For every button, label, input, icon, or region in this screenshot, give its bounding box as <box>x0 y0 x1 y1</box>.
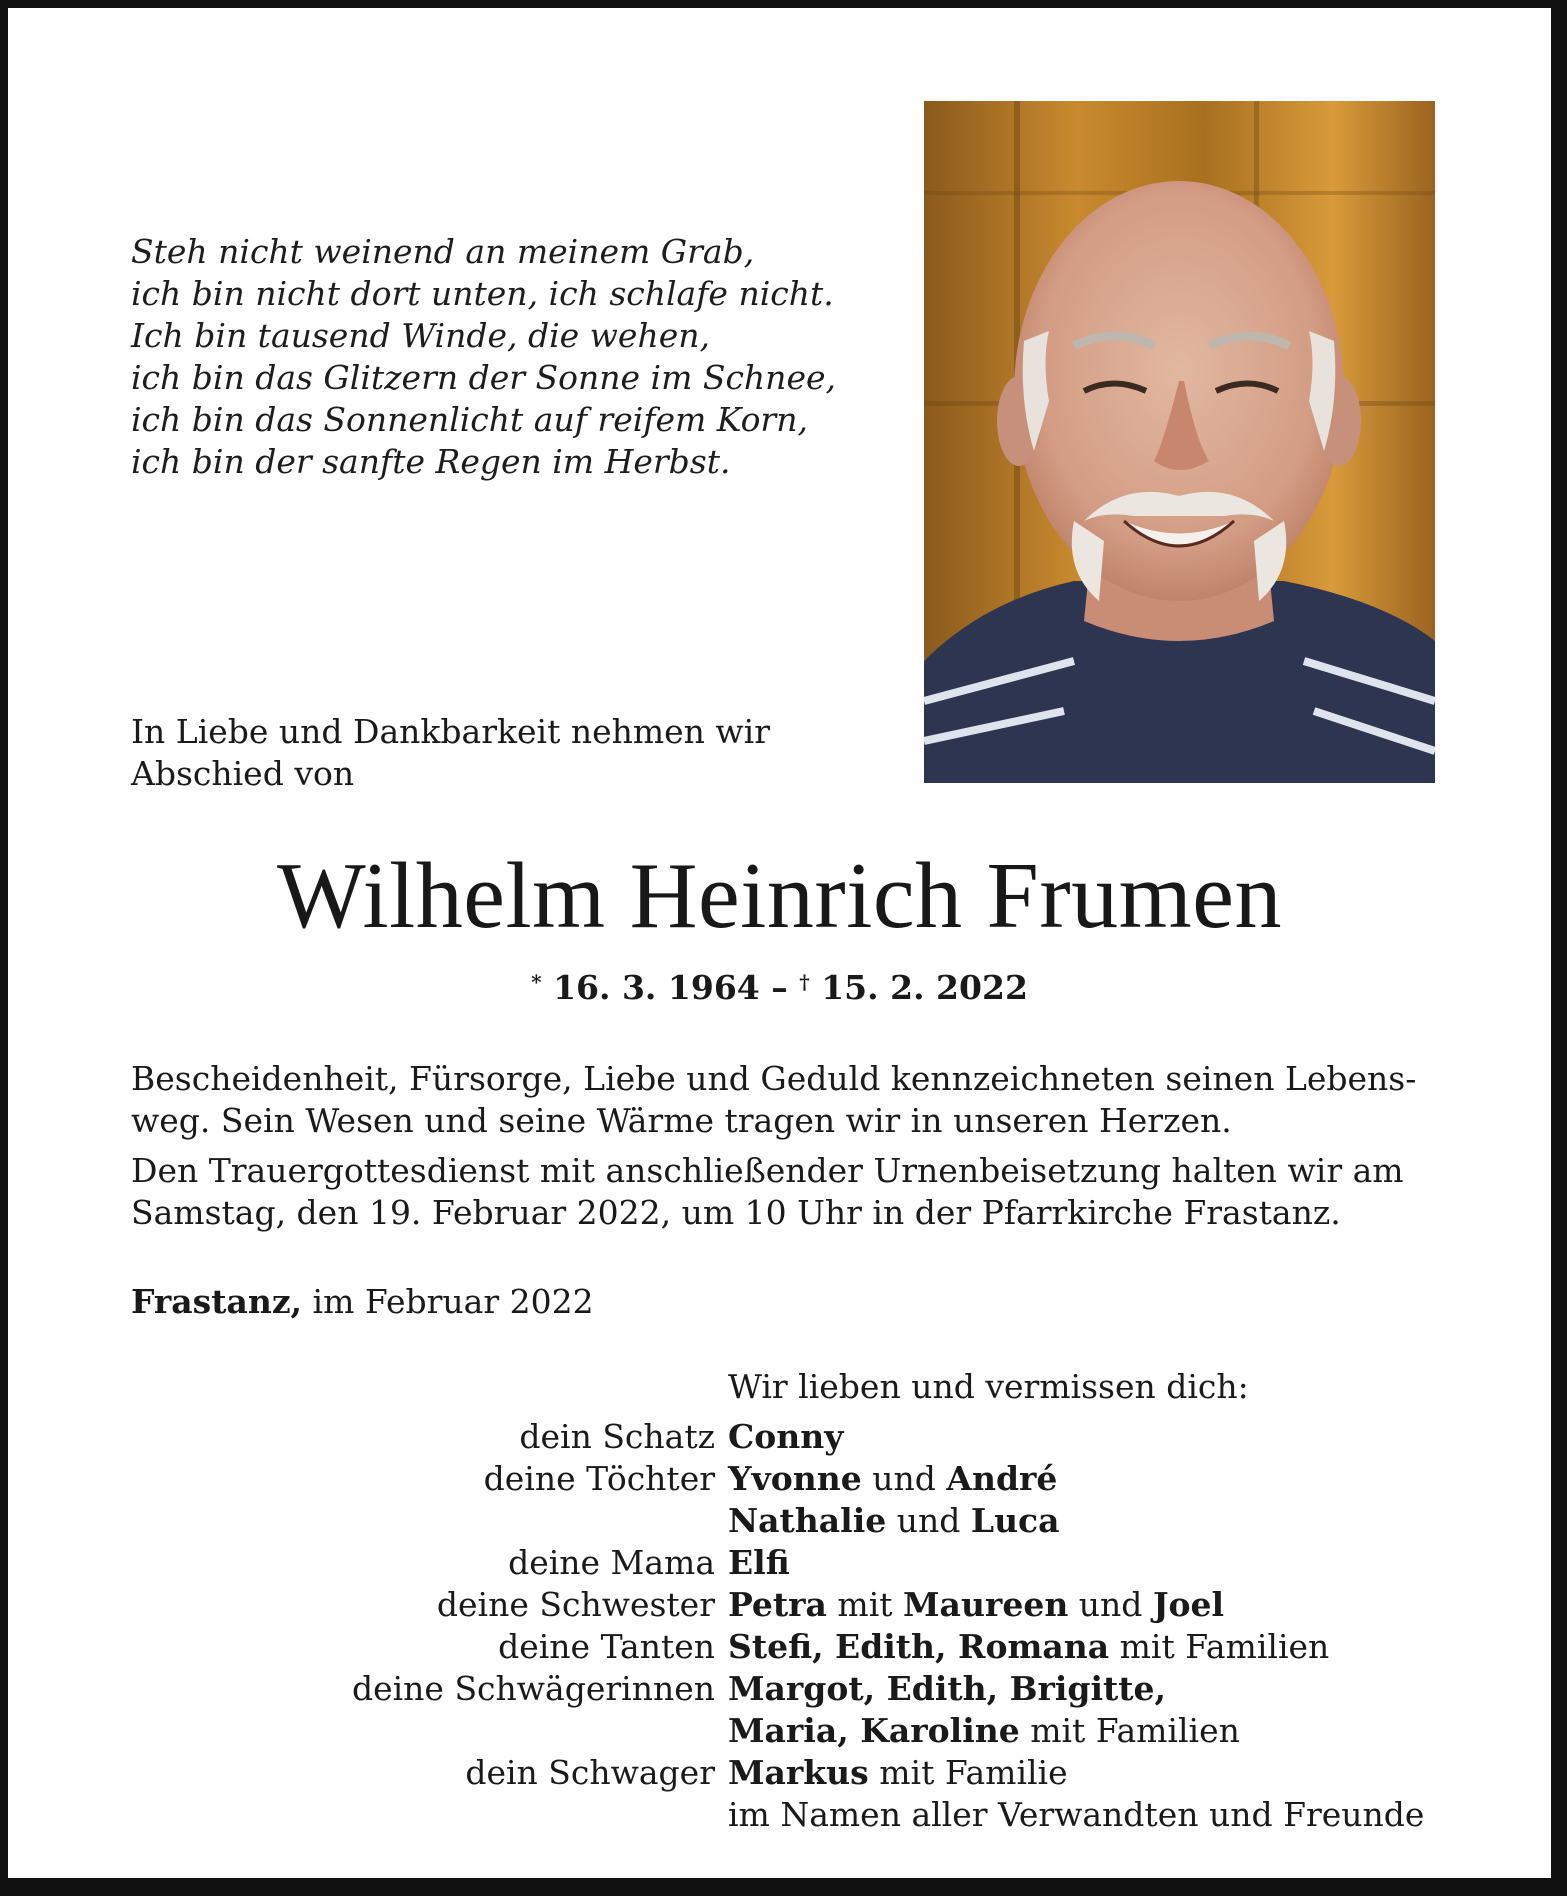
text-line: Den Trauergottesdienst mit anschließender Urnenbeisetzung halten wir am <box>131 1151 1404 1190</box>
family-row <box>8 1668 1567 1710</box>
portrait-photo <box>924 101 1435 783</box>
family-member-name: Joel <box>1152 1585 1225 1624</box>
family-names <box>728 1626 1329 1668</box>
place-town: Frastanz, <box>131 1282 303 1321</box>
family-names <box>728 1500 1060 1542</box>
family-row <box>8 1752 1567 1794</box>
body-text <box>131 1058 1461 1242</box>
family-names <box>728 1458 1057 1500</box>
birth-date: 16. 3. 1964 <box>553 968 760 1007</box>
family-names <box>728 1752 1068 1794</box>
family-connector: und <box>886 1501 971 1540</box>
family-member-name: André <box>946 1459 1058 1498</box>
family-row <box>8 1416 1567 1458</box>
intro-line: In Liebe und Dankbarkeit nehmen wir <box>131 712 771 751</box>
family-connector: und <box>1068 1585 1153 1624</box>
family-names <box>728 1584 1224 1626</box>
family-member-name: Luca <box>970 1501 1060 1540</box>
poem-line: Steh nicht weinend an meinem Grab, <box>131 232 755 271</box>
family-connector: mit Familien <box>1109 1627 1330 1666</box>
family-names <box>728 1542 790 1584</box>
family-row <box>8 1500 1567 1542</box>
family-relation: deine Töchter <box>483 1459 715 1498</box>
family-names <box>728 1668 1166 1710</box>
paragraph-service <box>131 1150 1461 1234</box>
family-row <box>8 1458 1567 1500</box>
poem-line: ich bin nicht dort unten, ich schlafe nicht. <box>131 274 834 313</box>
family-row <box>8 1794 1567 1836</box>
paragraph-tribute <box>131 1058 1461 1142</box>
family-names <box>728 1416 843 1458</box>
closing-line: Wir lieben und vermissen dich: <box>728 1367 1249 1406</box>
poem-line: Ich bin tausend Winde, die wehen, <box>131 316 710 355</box>
date-separator: – <box>771 968 788 1007</box>
family-row <box>8 1710 1567 1752</box>
family-row <box>8 1584 1567 1626</box>
family-relation: dein Schatz <box>519 1417 715 1456</box>
family-relation: deine Tanten <box>498 1627 715 1666</box>
died-symbol: † <box>799 970 810 994</box>
poem-line: ich bin der sanfte Regen im Herbst. <box>131 442 731 481</box>
deceased-name: Wilhelm Heinrich Frumen <box>277 844 1282 948</box>
family-member-name: Stefi, Edith, Romana <box>728 1627 1110 1666</box>
intro-line: Abschied von <box>131 754 355 793</box>
text-line: Samstag, den 19. Februar 2022, um 10 Uhr in der Pfarrkirche Frastanz. <box>131 1193 1341 1232</box>
family-member-name: Yvonne <box>728 1459 862 1498</box>
family-names <box>728 1794 1424 1836</box>
family-member-name: Elfi <box>728 1543 790 1582</box>
family-member-name: Nathalie <box>728 1501 887 1540</box>
family-member-name: Conny <box>728 1417 844 1456</box>
family-names <box>728 1710 1240 1752</box>
place-date <box>131 1281 594 1323</box>
death-date: 15. 2. 2022 <box>821 968 1028 1007</box>
intro-text <box>131 711 770 795</box>
poem-line: ich bin das Glitzern der Sonne im Schnee, <box>131 358 836 397</box>
family-relation: dein Schwager <box>465 1753 715 1792</box>
poem-line: ich bin das Sonnenlicht auf reifem Korn, <box>131 400 808 439</box>
life-dates <box>8 968 1551 1007</box>
family-connector: mit Familien <box>1019 1711 1240 1750</box>
family-connector: mit Familie <box>868 1753 1068 1792</box>
family-list <box>8 1416 1567 1836</box>
family-connector: im Namen aller Verwandten und Freunde <box>728 1795 1425 1834</box>
family-member-name: Petra <box>728 1585 827 1624</box>
family-relation: deine Schwester <box>436 1585 715 1624</box>
family-row <box>8 1542 1567 1584</box>
place-month: im Februar 2022 <box>302 1282 594 1321</box>
family-member-name: Margot, Edith, Brigitte, <box>728 1669 1166 1708</box>
portrait-illustration <box>924 101 1435 783</box>
family-member-name: Maureen <box>903 1585 1069 1624</box>
family-relation: deine Schwägerinnen <box>351 1669 715 1708</box>
text-line: weg. Sein Wesen und seine Wärme tragen wir in unseren Herzen. <box>131 1101 1232 1140</box>
family-member-name: Markus <box>728 1753 869 1792</box>
poem <box>131 231 836 483</box>
family-relation: deine Mama <box>508 1543 715 1582</box>
text-line: Bescheidenheit, Fürsorge, Liebe und Geduld kennzeichneten seinen Lebens- <box>131 1059 1417 1098</box>
family-member-name: Maria, Karoline <box>728 1711 1020 1750</box>
family-connector: mit <box>826 1585 904 1624</box>
born-symbol: * <box>531 970 542 994</box>
family-connector: und <box>861 1459 947 1498</box>
family-row <box>8 1626 1567 1668</box>
